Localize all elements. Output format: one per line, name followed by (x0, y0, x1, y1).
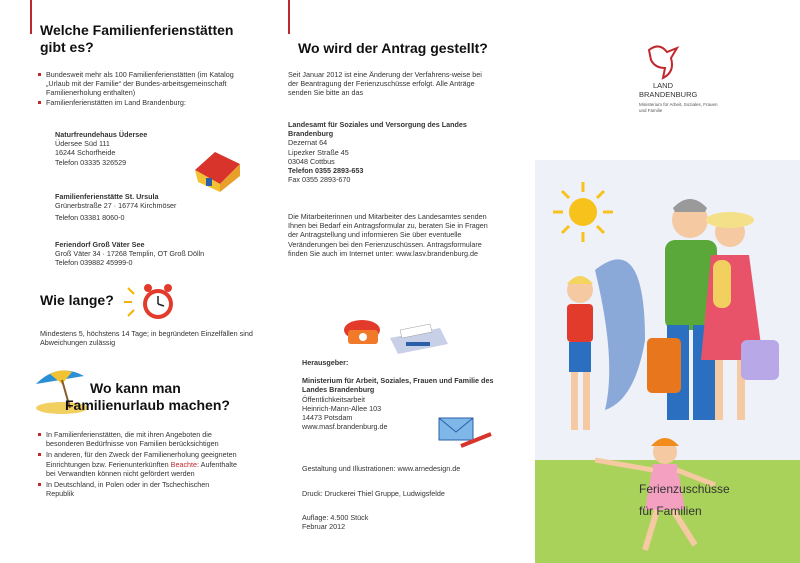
place-line: Üdersee Süd 111 (55, 139, 110, 149)
place-line: 16244 Schorfheide (55, 148, 116, 158)
date-line: Februar 2012 (302, 522, 346, 532)
publisher-line: 14473 Potsdam (302, 413, 353, 423)
envelope-icon (435, 412, 495, 452)
cover-title-line-2: für Familien (639, 504, 702, 518)
office-line: 03048 Cottbus (288, 156, 335, 166)
publisher-line: Öffentlichkeitsarbeit (302, 394, 365, 404)
office-phone: Telefon 0355 2893-653 (288, 166, 364, 176)
logo-line-2: BRANDENBURG (639, 89, 698, 99)
heading-text: Wie lange? (40, 292, 114, 308)
brandenburg-eagle-logo (645, 42, 681, 82)
list-item (38, 450, 238, 478)
print-text: Druck: Druckerei Thiel Gruppe, Ludwigsfelde (302, 489, 445, 498)
place-line: Grünerbstraße 27 · 16774 Kirchmöser (55, 201, 177, 211)
house-icon (190, 148, 245, 193)
place-2 (55, 192, 265, 223)
duration-text: Mindestens 5, höchstens 14 Tage; in begründeten Einzelfällen sind Abweichungen zulässig (40, 329, 253, 348)
place-3 (55, 240, 270, 268)
cover-title (639, 478, 730, 522)
place-line: Telefon 03335 326529 (55, 157, 127, 167)
cover-title-line-1: Ferienzuschüsse (639, 482, 730, 496)
publisher-line: Heinrich-Mann-Allee 103 (302, 403, 382, 413)
heading-ferienstaetten (40, 22, 260, 56)
publisher-name: Ministerium für Arbeit, Soziales, Frauen und Familie des Landes Brandenburg (302, 376, 494, 395)
publisher-label: Herausgeber: (302, 358, 349, 367)
place-line: Groß Väter 34 · 17268 Templin, OT Groß Dölln (55, 249, 205, 259)
heading-line: Wo kann man (90, 380, 181, 396)
heading-line: Familienurlaub machen? (65, 397, 230, 413)
panel-left (0, 0, 270, 563)
panel-middle (270, 0, 535, 563)
heading-wo-urlaub (65, 380, 230, 414)
office-address (288, 120, 478, 184)
telephone-fax-icon (340, 308, 450, 360)
list-item: Familienferienstätten im Land Brandenburg: (38, 98, 238, 107)
note-text: Aufenthalte bei Verwandten können nicht gefördert werden (46, 459, 238, 478)
intro-text: Seit Januar 2012 ist eine Änderung der Verfahrens-weise bei der Beantragung der Ferienzuschüsse erfolgt. Alle Anträge senden Sie bitte an das (288, 70, 482, 98)
office-line: Dezernat 64 (288, 138, 328, 148)
place-name: Feriendorf Groß Väter See (55, 240, 145, 249)
office-name: Landesamt für Soziales und Versorgung des Landes Brandenburg (288, 120, 467, 139)
heading-text: Welche Familienferienstätten gibt es? (40, 22, 234, 55)
note-label: Beachte: (170, 459, 200, 469)
publisher-line: www.masf.brandenburg.de (302, 422, 388, 432)
place-line: Telefon 039882 45999-0 (55, 258, 133, 268)
heading-wie-lange (40, 292, 114, 309)
office-fax: Fax 0355 2893-670 (288, 175, 351, 185)
place-name: Naturfreundehaus Üdersee (55, 130, 148, 139)
list-item-text: In anderen, für den Zweck der Familienerholung geeigneten Einrichtungen bzw. Ferienunterkünften (46, 450, 237, 469)
help-text: Die Mitarbeiterinnen und Mitarbeiter des Landesamtes senden Ihnen bei Bedarf ein Antragsformular zu, beraten Sie in Fragen der Antragstellung und informieren Sie über eventuelle Veränderungen bei den Ferienzuschüssen. Antragsformulare finden Sie auch im Internet unter: www.lasv.brandenburg.de (288, 212, 488, 258)
panel-right-cover (535, 0, 800, 563)
logo-text (639, 82, 697, 99)
place-name: Familienferienstätte St. Ursula (55, 192, 159, 201)
office-line: Lipezker Straße 45 (288, 147, 349, 157)
edition-line: Auflage: 4.500 Stück (302, 513, 369, 522)
logo-subtitle: Ministerium für Arbeit, Soziales, Frauen und Familie (639, 102, 718, 113)
sun-icon (553, 182, 613, 242)
bullet-list-1 (38, 70, 238, 107)
divider-line (288, 0, 290, 34)
alarm-clock-icon (120, 278, 180, 326)
heading-text: Wo wird der Antrag gestellt? (298, 40, 488, 56)
bullet-list-2 (38, 430, 238, 498)
list-item (38, 480, 238, 498)
heading-antrag (298, 40, 488, 57)
list-item: Bundesweit mehr als 100 Familienferienstätten (im Katalog „Urlaub mit der Familie“ der Bundes-arbeitsgemeinschaft Familienerholung enthalten) (38, 70, 238, 98)
list-item (38, 430, 238, 448)
credits-text: Gestaltung und Illustrationen: www.arnedesign.de (302, 464, 461, 473)
edition-text (302, 513, 522, 531)
divider-line (30, 0, 32, 34)
list-item-text: In Familienferienstätten, die mit ihren Angeboten die besonderen Bedürfnisse von Familien berücksichtigen (46, 430, 219, 449)
place-line: Telefon 03381 8060-0 (55, 213, 125, 223)
logo-line-1: LAND (653, 81, 674, 90)
list-item-text: In Deutschland, in Polen oder in der Tschechischen Republik (46, 480, 210, 499)
